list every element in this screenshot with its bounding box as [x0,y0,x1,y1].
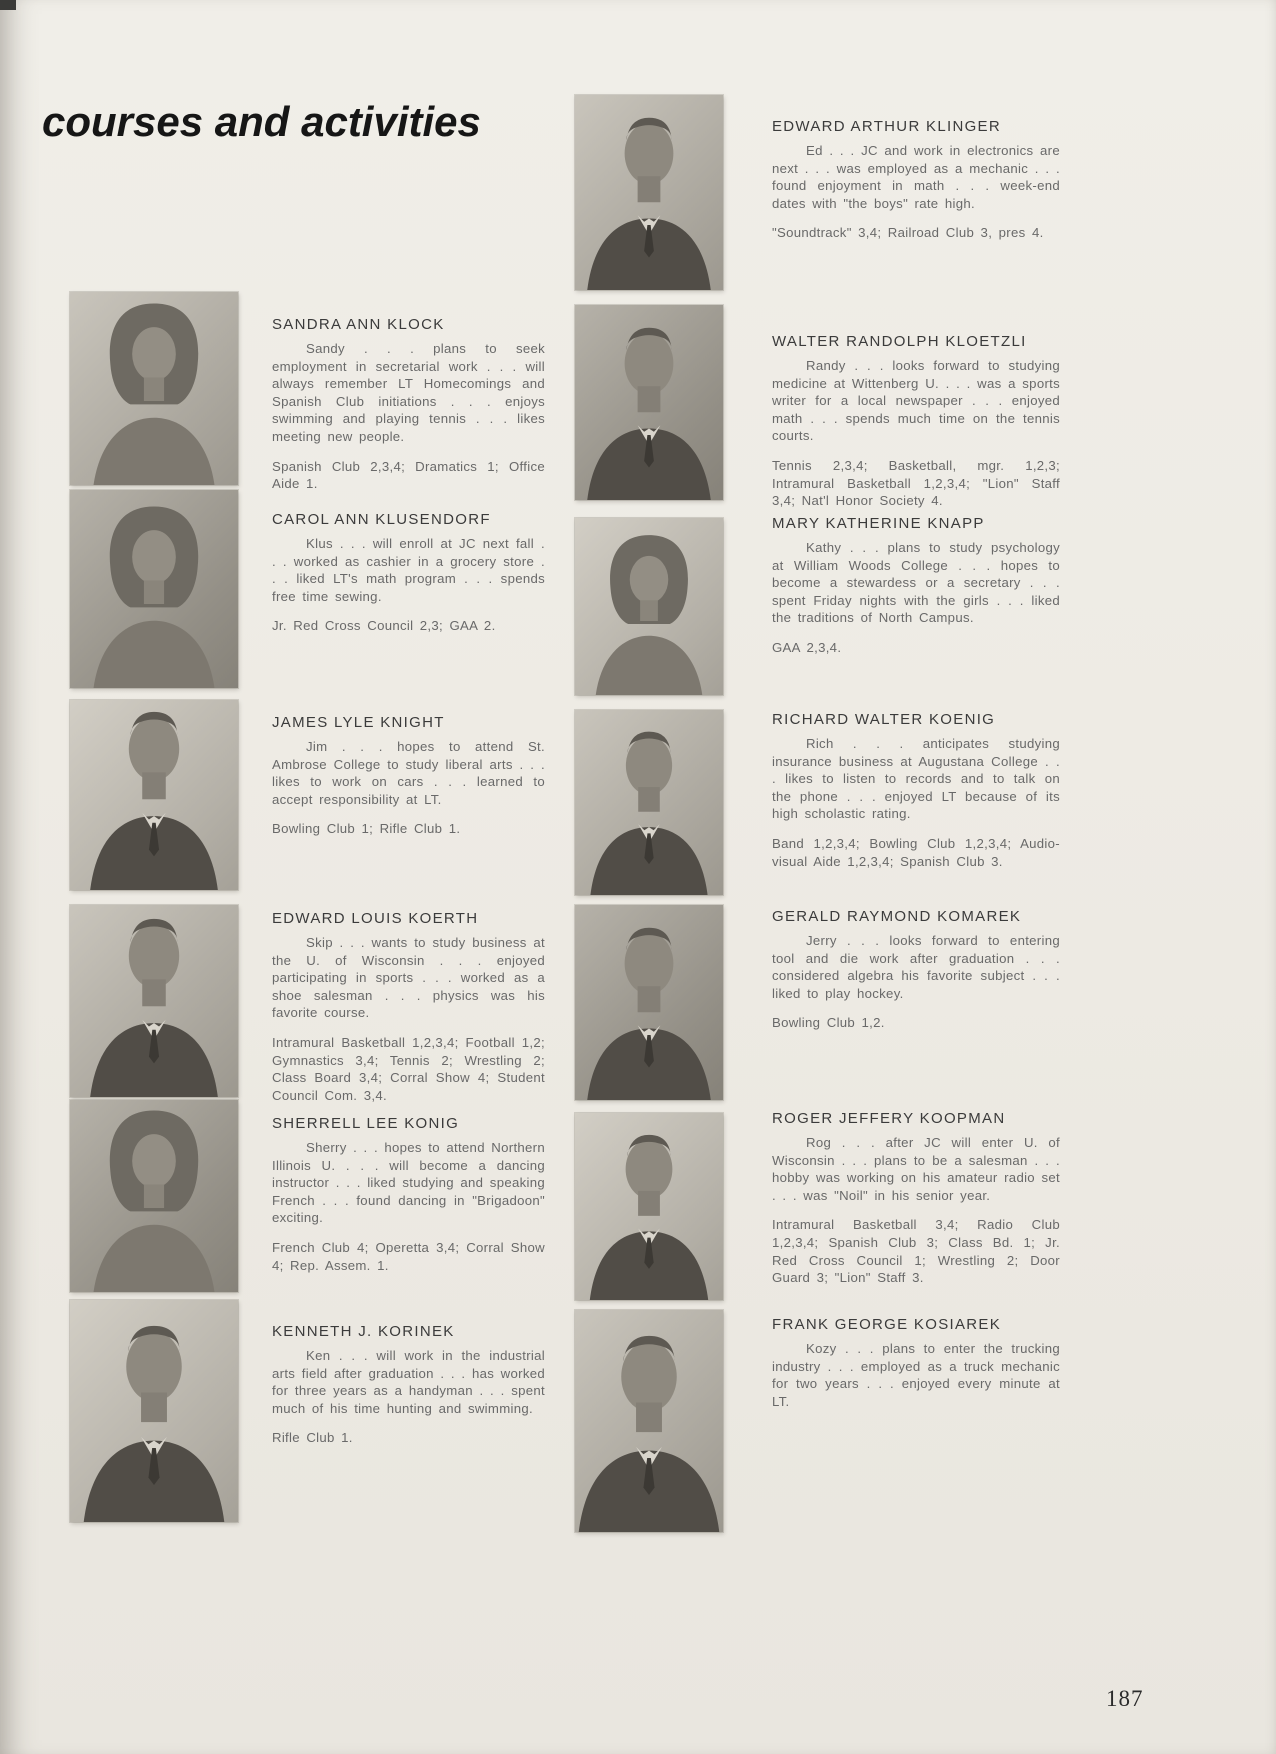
student-activities: Bowling Club 1,2. [772,1015,885,1031]
student-bio: Jim . . . hopes to attend St. Ambrose College to study liberal arts . . . likes to work on cars . . . learned to accept responsibility at LT. [272,739,545,807]
portrait-photo [575,905,723,1100]
student-bio: Sandy . . . plans to seek employment in secretarial work . . . will always remember LT Homecomings and Spanish Club initiations . . . enjoys swimming and playing tennis . . . likes meeting new people. [272,341,545,444]
portrait-photo [575,1113,723,1300]
student-name: CAROL ANN KLUSENDORF [272,511,491,528]
student-activities: Spanish Club 2,3,4; Dramatics 1; Office Aide 1. [272,458,545,492]
student-name: EDWARD ARTHUR KLINGER [772,118,1001,135]
student-name: WALTER RANDOLPH KLOETZLI [772,333,1027,350]
student-bio: Skip . . . wants to study business at the U. of Wisconsin . . . enjoyed participating in sports . . . worked as a shoe salesman . . . physics was his favorite course. [272,935,545,1021]
student-bio: Sherry . . . hopes to attend Northern Illinois U. . . . will become a dancing instructor . . . liked studying and speaking French . . . found dancing in "Brigadoon" exciting. [272,1140,545,1226]
student-name: RICHARD WALTER KOENIG [772,711,996,728]
student-name: ROGER JEFFERY KOOPMAN [772,1110,1006,1127]
student-activities: Tennis 2,3,4; Basketball, mgr. 1,2,3; Intramural Basketball 1,2,3,4; "Lion" Staff 3,4; Nat'l Honor Society 4. [772,457,1060,509]
student-bio: Kathy . . . plans to study psychology at William Woods College . . . hopes to become a stewardess or a secretary . . . spent Friday nights with the girls . . . liked the traditions of North Campus. [772,540,1060,626]
student-bio: Ed . . . JC and work in electronics are next . . . was employed as a mechanic . . . found enjoyment in math . . . week-end dates with "the boys" rate high. [772,143,1060,211]
portrait-photo [575,305,723,500]
student-name: EDWARD LOUIS KOERTH [272,910,479,927]
portrait-photo [575,518,723,695]
student-name: SANDRA ANN KLOCK [272,316,445,333]
student-name: GERALD RAYMOND KOMAREK [772,908,1022,925]
portrait-photo [575,1310,723,1532]
student-bio: Randy . . . looks forward to studying medicine at Wittenberg U. . . . was a sports writer for a local newspaper . . . enjoyed math . . . spends much time on the tennis courts. [772,358,1060,444]
student-name: SHERRELL LEE KONIG [272,1115,460,1132]
student-bio: Ken . . . will work in the industrial arts field after graduation . . . has worked for three years as a handyman . . . spent much of his time hunting and swimming. [272,1348,545,1416]
student-activities: Intramural Basketball 3,4; Radio Club 1,2,3,4; Spanish Club 3; Class Bd. 1; Jr. Red Cross Council 1; Wrestling 2; Door Guard 3; "Lion" Staff 3. [772,1217,1060,1286]
student-bio: Kozy . . . plans to enter the trucking industry . . . employed as a truck mechanic for two years . . . enjoyed every minute at LT. [772,1341,1060,1409]
student-name: JAMES LYLE KNIGHT [272,714,445,731]
student-bio: Jerry . . . looks forward to entering tool and die work after graduation . . . considered algebra his favorite subject . . . liked to play hockey. [772,933,1060,1001]
student-activities: "Soundtrack" 3,4; Railroad Club 3, pres 4. [772,225,1044,241]
student-bio: Rich . . . anticipates studying insurance business at Augustana College . . . likes to listen to records and to talk on the phone . . . enjoyed LT because of its high scholastic rating. [772,736,1060,822]
student-name: FRANK GEORGE KOSIAREK [772,1316,1002,1333]
student-activities: GAA 2,3,4. [772,639,842,655]
student-name: MARY KATHERINE KNAPP [772,515,985,532]
portrait-photo [575,710,723,895]
student-activities: Rifle Club 1. [272,1430,353,1446]
student-activities: Jr. Red Cross Council 2,3; GAA 2. [272,618,496,634]
page-title: courses and activities [42,98,481,145]
student-activities: Intramural Basketball 1,2,3,4; Football 1,2; Gymnastics 3,4; Tennis 2; Wrestling 2; Class Board 3,4; Corral Show 4; Student Council Com. 3,4. [272,1034,545,1103]
student-activities: French Club 4; Operetta 3,4; Corral Show 4; Rep. Assem. 1. [272,1239,545,1273]
student-name: KENNETH J. KORINEK [272,1323,455,1340]
portrait-photo [575,95,723,290]
student-bio: Rog . . . after JC will enter U. of Wisconsin . . . plans to be a salesman . . . hobby was working on his amateur radio set . . . was "Noil" in his senior year. [772,1135,1060,1203]
student-activities: Band 1,2,3,4; Bowling Club 1,2,3,4; Audio-visual Aide 1,2,3,4; Spanish Club 3. [772,835,1060,869]
student-activities: Bowling Club 1; Rifle Club 1. [272,821,461,837]
page-number: 187 [1106,1686,1144,1711]
student-bio: Klus . . . will enroll at JC next fall . . . worked as cashier in a grocery store . . . liked LT's math program . . . spends free time sewing. [272,536,545,604]
